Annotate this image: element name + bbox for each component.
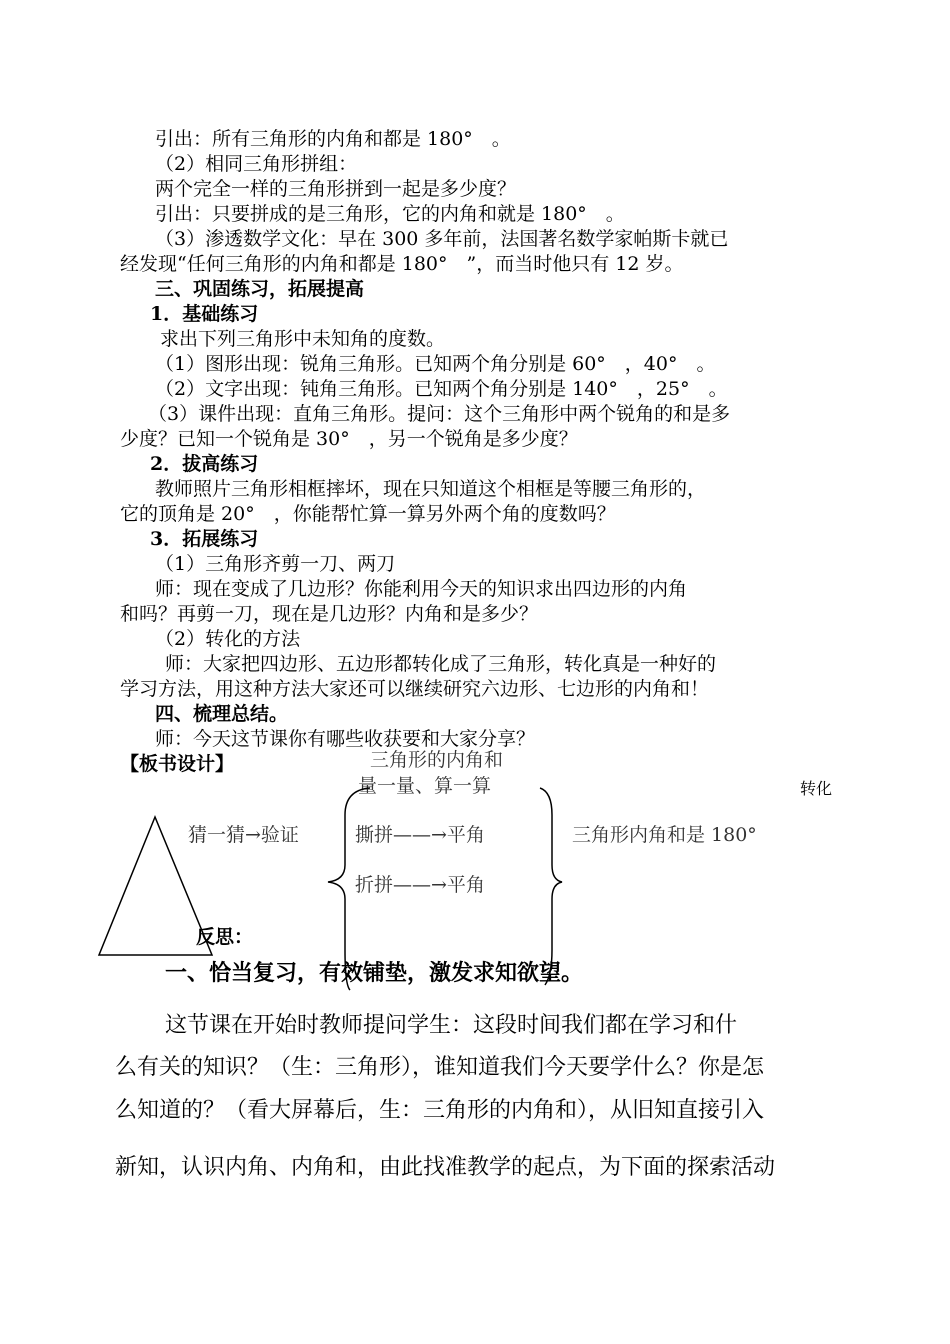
right-brace xyxy=(540,788,562,985)
line-photo-frame-cont: 它的顶角是 20° ，你能帮忙算一算另外两个角的度数吗？ xyxy=(120,503,616,525)
triangle-shape xyxy=(99,817,212,955)
board-transform: 转化 xyxy=(800,779,833,798)
subheading-basic-practice: 1．基础练习 xyxy=(150,303,259,325)
board-result: 三角形内角和是 180° xyxy=(572,824,757,846)
line-culture-1: （3）渗透数学文化：早在 300 多年前，法国著名数学家帕斯卡就已 xyxy=(155,228,729,250)
line-method: （2）转化的方法 xyxy=(155,628,301,650)
board-fold-method: 折拼——→平角 xyxy=(355,874,485,896)
line-task: 求出下列三角形中未知角的度数。 xyxy=(160,328,446,350)
line-culture-2: 经发现“任何三角形的内角和都是 180° ”，而当时他只有 12 岁。 xyxy=(120,253,684,275)
reflection-paragraph-line-1: 这节课在开始时教师提问学生：这段时间我们都在学习和什 xyxy=(165,1013,738,1038)
reflection-paragraph-line-3: 么知道的？（看大屏幕后，生：三角形的内角和），从旧知直接引入 xyxy=(115,1098,765,1123)
board-tear-method: 撕拼——→平角 xyxy=(355,824,485,846)
section-heading-3: 三、巩固练习，拓展提高 xyxy=(155,278,365,300)
board-design-heading: 【板书设计】 xyxy=(120,753,235,775)
reflection-paragraph-line-4: 新知，认识内角、内角和，由此找准教学的起点，为下面的探索活动 xyxy=(115,1155,776,1180)
line-photo-frame: 教师照片三角形相框摔坏，现在只知道这个相框是等腰三角形的， xyxy=(155,478,707,500)
board-measure: 量一量、算一算 xyxy=(358,775,492,797)
reflection-paragraph-line-2: 么有关的知识？（生：三角形），谁知道我们今天要学什么？你是怎 xyxy=(115,1055,765,1080)
line-teacher-2-cont: 学习方法，用这种方法大家还可以继续研究六边形、七边形的内角和！ xyxy=(120,678,710,700)
line-cut: （1）三角形齐剪一刀、两刀 xyxy=(155,553,396,575)
line-exercise-1: （1）图形出现：锐角三角形。已知两个角分别是 60° ，40° 。 xyxy=(155,353,716,375)
line-summary: 师：今天这节课你有哪些收获要和大家分享？ xyxy=(155,728,536,750)
line-teacher-1: 师：现在变成了几边形？你能利用今天的知识求出四边形的内角 xyxy=(155,578,688,600)
reflection-heading: 一、恰当复习，有效铺垫，激发求知欲望。 xyxy=(165,960,584,986)
board-guess-verify: 猜一猜→验证 xyxy=(188,824,299,846)
line-exercise-3: （3）课件出现：直角三角形。提问：这个三角形中两个锐角的和是多 xyxy=(148,403,731,425)
line-exercise-2: （2）文字出现：钝角三角形。已知两个角分别是 140° ，25° 。 xyxy=(155,378,728,400)
board-title: 三角形的内角和 xyxy=(370,749,504,771)
line-question: 两个完全一样的三角形拼到一起是多少度？ xyxy=(155,178,517,200)
reflection-partial-heading: 反思： xyxy=(196,926,254,948)
subheading-extension-practice: 3．拓展练习 xyxy=(150,528,259,550)
line-teacher-1-cont: 和吗？再剪一刀，现在是几边形？内角和是多少？ xyxy=(120,603,539,625)
section-heading-4: 四、梳理总结。 xyxy=(155,703,289,725)
line-teacher-2: 师：大家把四边形、五边形都转化成了三角形，转化真是一种好的 xyxy=(165,653,717,675)
line-item-2-heading: （2）相同三角形拼组： xyxy=(155,153,358,175)
subheading-advanced-practice: 2．拔高练习 xyxy=(150,453,259,475)
line-conclusion-1: 引出：所有三角形的内角和都是 180° 。 xyxy=(155,128,511,150)
line-conclusion-2: 引出：只要拼成的是三角形，它的内角和就是 180° 。 xyxy=(155,203,625,225)
line-exercise-3-cont: 少度？已知一个锐角是 30° ，另一个锐角是多少度？ xyxy=(120,428,578,450)
